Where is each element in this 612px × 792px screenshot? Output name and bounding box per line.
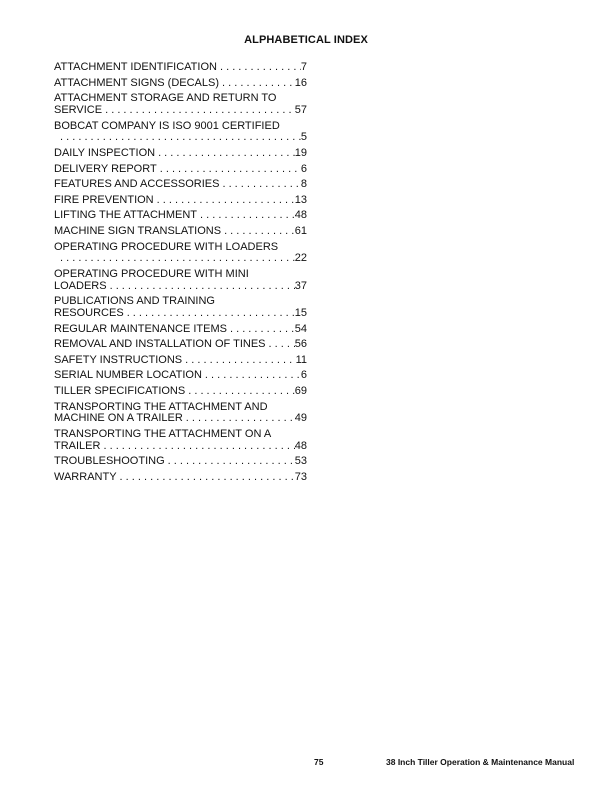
index-entry — [54, 324, 307, 336]
index-entry-leader-row — [54, 456, 307, 468]
index-entry-label: FEATURES AND ACCESSORIES — [54, 178, 220, 191]
index-entry-page-number: 53 — [294, 455, 307, 468]
index-entry-label: ATTACHMENT IDENTIFICATION — [54, 61, 217, 73]
index-entry-page-number: 57 — [294, 103, 307, 116]
index-entry-page-number: 37 — [294, 279, 307, 292]
index-entry-leader-row — [54, 355, 307, 367]
index-entry — [54, 226, 307, 238]
index-entry-label: TRANSPORTING THE ATTACHMENT AND — [54, 401, 268, 413]
dot-leader — [202, 370, 301, 382]
index-entry-label: OPERATING PROCEDURE WITH LOADERS — [54, 241, 279, 253]
index-entry-leader-row — [54, 441, 307, 453]
dot-leader — [217, 62, 301, 74]
index-entry — [54, 179, 307, 191]
index-entry — [54, 148, 307, 160]
index-entry-label: RESOURCES — [54, 307, 124, 320]
index-entry — [54, 269, 307, 293]
index-entry-page-number: 48 — [294, 209, 307, 222]
index-entry-page-number: 56 — [294, 338, 307, 351]
index-entry-leader-row — [54, 386, 307, 398]
dot-leader — [183, 413, 295, 425]
index-entry-page-number: 11 — [295, 353, 307, 366]
dot-leader — [117, 472, 295, 484]
index-entry-leader-row — [54, 164, 307, 176]
index-entry-leader-row — [54, 210, 307, 222]
dot-leader — [221, 226, 295, 238]
index-entry-label: TRANSPORTING THE ATTACHMENT ON A — [54, 429, 272, 441]
index-entry-label: TROUBLESHOOTING — [54, 455, 165, 468]
index-entry — [54, 78, 307, 90]
index-entry-page-number: 15 — [294, 307, 307, 320]
index-entry-label: REGULAR MAINTENANCE ITEMS — [54, 322, 227, 335]
index-entry-leader-row — [54, 324, 307, 336]
index-entry — [54, 370, 307, 382]
index-entry-page-number: 61 — [294, 224, 307, 237]
index-entry-page-number: 49 — [294, 412, 307, 425]
dot-leader — [155, 148, 295, 160]
index-entry-label: SAFETY INSTRUCTIONS — [54, 353, 183, 366]
index-entry-label: DELIVERY REPORT — [54, 162, 157, 175]
index-entry — [54, 402, 307, 426]
index-entry — [54, 456, 307, 468]
index-entry-leader-row — [54, 132, 307, 144]
dot-leader — [54, 132, 301, 144]
index-entry — [54, 210, 307, 222]
index-entry-page-number: 7 — [300, 61, 307, 73]
index-entry-label: ATTACHMENT STORAGE AND RETURN TO — [54, 93, 277, 105]
index-entry-label: MACHINE ON A TRAILER — [54, 412, 183, 425]
index-entry — [54, 195, 307, 207]
index-entry-leader-row — [54, 226, 307, 238]
index-entry-label: DAILY INSPECTION — [54, 146, 156, 159]
dot-leader — [266, 339, 295, 351]
index-entry-page-number: 13 — [294, 193, 307, 206]
dot-leader — [154, 195, 295, 207]
index-entry-label: ATTACHMENT SIGNS (DECALS) — [54, 76, 220, 89]
index-entry-label: MACHINE SIGN TRANSLATIONS — [54, 224, 222, 237]
index-entry-page-number: 6 — [300, 162, 307, 175]
dot-leader — [219, 179, 300, 191]
index-entry-leader-row — [54, 105, 307, 117]
index-entry — [54, 296, 307, 320]
footer-page-number: 75 — [314, 757, 324, 767]
dot-leader — [182, 355, 295, 367]
index-entry-leader-row — [54, 370, 307, 382]
index-entry — [54, 242, 307, 266]
page-title: ALPHABETICAL INDEX — [244, 34, 368, 46]
dot-leader — [185, 386, 295, 398]
index-entry — [54, 355, 307, 367]
dot-leader — [54, 253, 295, 265]
dot-leader — [165, 456, 295, 468]
dot-leader — [107, 281, 295, 293]
index-entry-leader-row — [54, 253, 307, 265]
index-entry — [54, 164, 307, 176]
dot-leader — [197, 210, 295, 222]
index-entry-page-number: 73 — [294, 471, 307, 484]
index-entry-page-number: 5 — [300, 131, 307, 144]
index-entry — [54, 93, 307, 117]
index-entry — [54, 339, 307, 351]
dot-leader — [102, 105, 295, 117]
index-entry-label: TILLER SPECIFICATIONS — [54, 385, 186, 398]
dot-leader — [227, 324, 295, 336]
index-entry-page-number: 54 — [294, 322, 307, 335]
index-entry-label: LIFTING THE ATTACHMENT — [54, 209, 198, 222]
index-entry-page-number: 69 — [294, 385, 307, 398]
index-entry — [54, 429, 307, 453]
index-entry-leader-row — [54, 195, 307, 207]
index-entry — [54, 121, 307, 145]
index-entry-leader-row — [54, 339, 307, 351]
index-entry-page-number: 48 — [294, 439, 307, 452]
dot-leader — [124, 308, 295, 320]
index-entry-label: FIRE PREVENTION — [54, 193, 154, 206]
footer-manual-title: 38 Inch Tiller Operation & Maintenance Manual — [386, 757, 575, 767]
index-entry — [54, 472, 307, 484]
index-entry-leader-row — [54, 308, 307, 320]
index-entry-label: SERIAL NUMBER LOCATION — [54, 369, 202, 382]
dot-leader — [157, 164, 301, 176]
index-entry-page-number: 8 — [300, 178, 307, 191]
index-entry-page-number: 19 — [294, 146, 307, 159]
dot-leader — [100, 441, 294, 453]
index-entry-leader-row — [54, 472, 307, 484]
index-entry-leader-row — [54, 78, 307, 90]
index-entry-leader-row — [54, 62, 307, 74]
index-entry-label: LOADERS — [54, 279, 107, 292]
index-entry-page-number: 22 — [294, 252, 307, 265]
index-entry-leader-row — [54, 413, 307, 425]
index-entry-page-number: 6 — [300, 369, 307, 382]
index-entry-label: PUBLICATIONS AND TRAINING — [54, 296, 215, 308]
index-entry-label: OPERATING PROCEDURE WITH MINI — [54, 268, 249, 280]
index-entry — [54, 386, 307, 398]
index-entry-label: REMOVAL AND INSTALLATION OF TINES — [54, 338, 266, 351]
index-entry-leader-row — [54, 148, 307, 160]
index-entry — [54, 62, 307, 74]
index-entry-label: BOBCAT COMPANY IS ISO 9001 CERTIFIED — [54, 120, 280, 132]
index-entry-label: SERVICE — [54, 103, 103, 116]
index-entry-label: TRAILER — [54, 439, 101, 452]
index-entry-leader-row — [54, 179, 307, 191]
index-entry-label: WARRANTY — [54, 471, 117, 484]
index-list — [54, 62, 307, 488]
dot-leader — [219, 78, 295, 90]
index-entry-page-number: 16 — [294, 76, 307, 89]
index-entry-leader-row — [54, 281, 307, 293]
